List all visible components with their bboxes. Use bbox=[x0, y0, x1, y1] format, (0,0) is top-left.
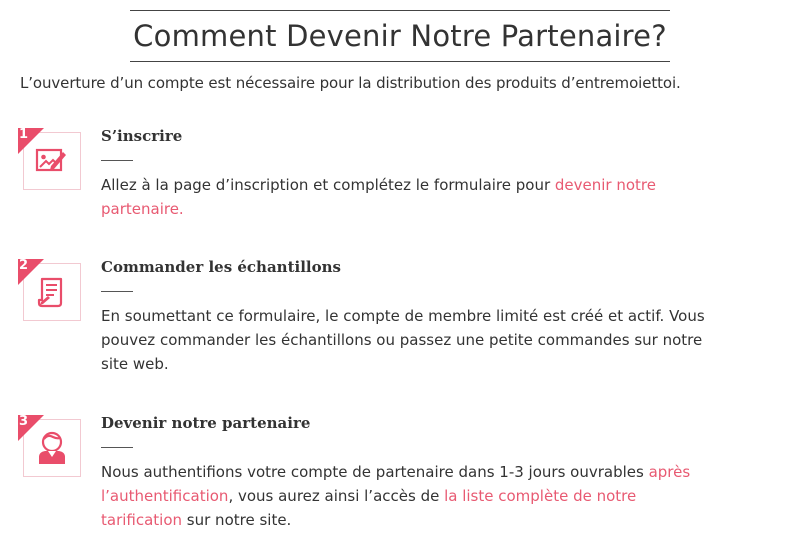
step-title: Commander les échantillons bbox=[101, 258, 341, 276]
step-description-text: Allez à la page d’inscription et complétez le formulaire pour bbox=[101, 176, 555, 194]
full-pricing-list-link[interactable]: la liste complète de notre tarification bbox=[101, 487, 637, 529]
page-title: Comment Devenir Notre Partenaire? bbox=[133, 19, 667, 53]
title-divider bbox=[101, 447, 133, 448]
step-description-text: Nous authentifions votre compte de partenaire dans 1-3 jours ouvrables bbox=[101, 463, 649, 481]
step-number: 2 bbox=[19, 258, 29, 273]
become-partner-link[interactable]: devenir notre partenaire. bbox=[101, 176, 657, 218]
intro-text: L’ouverture d’un compte est nécessaire pour la distribution des produits d’entremoiettoi. bbox=[20, 74, 681, 92]
step-number: 3 bbox=[19, 414, 29, 429]
step-title: Devenir notre partenaire bbox=[101, 414, 311, 432]
step-description-text: , vous aurez ainsi l’accès de bbox=[228, 487, 445, 505]
title-divider bbox=[101, 160, 133, 161]
page-title-frame bbox=[130, 10, 670, 62]
step-number: 1 bbox=[19, 127, 29, 142]
step-description bbox=[101, 460, 721, 532]
step-title: S’inscrire bbox=[101, 127, 183, 145]
step-description bbox=[101, 173, 691, 221]
step-description: En soumettant ce formulaire, le compte de membre limité est créé et actif. Vous pouvez commander les échantillons ou passez une petite commandes sur notre site web. bbox=[101, 307, 705, 373]
step-description-text: sur notre site. bbox=[182, 511, 292, 529]
title-divider bbox=[101, 291, 133, 292]
after-authentication-link[interactable]: après l’authentification bbox=[101, 463, 691, 505]
